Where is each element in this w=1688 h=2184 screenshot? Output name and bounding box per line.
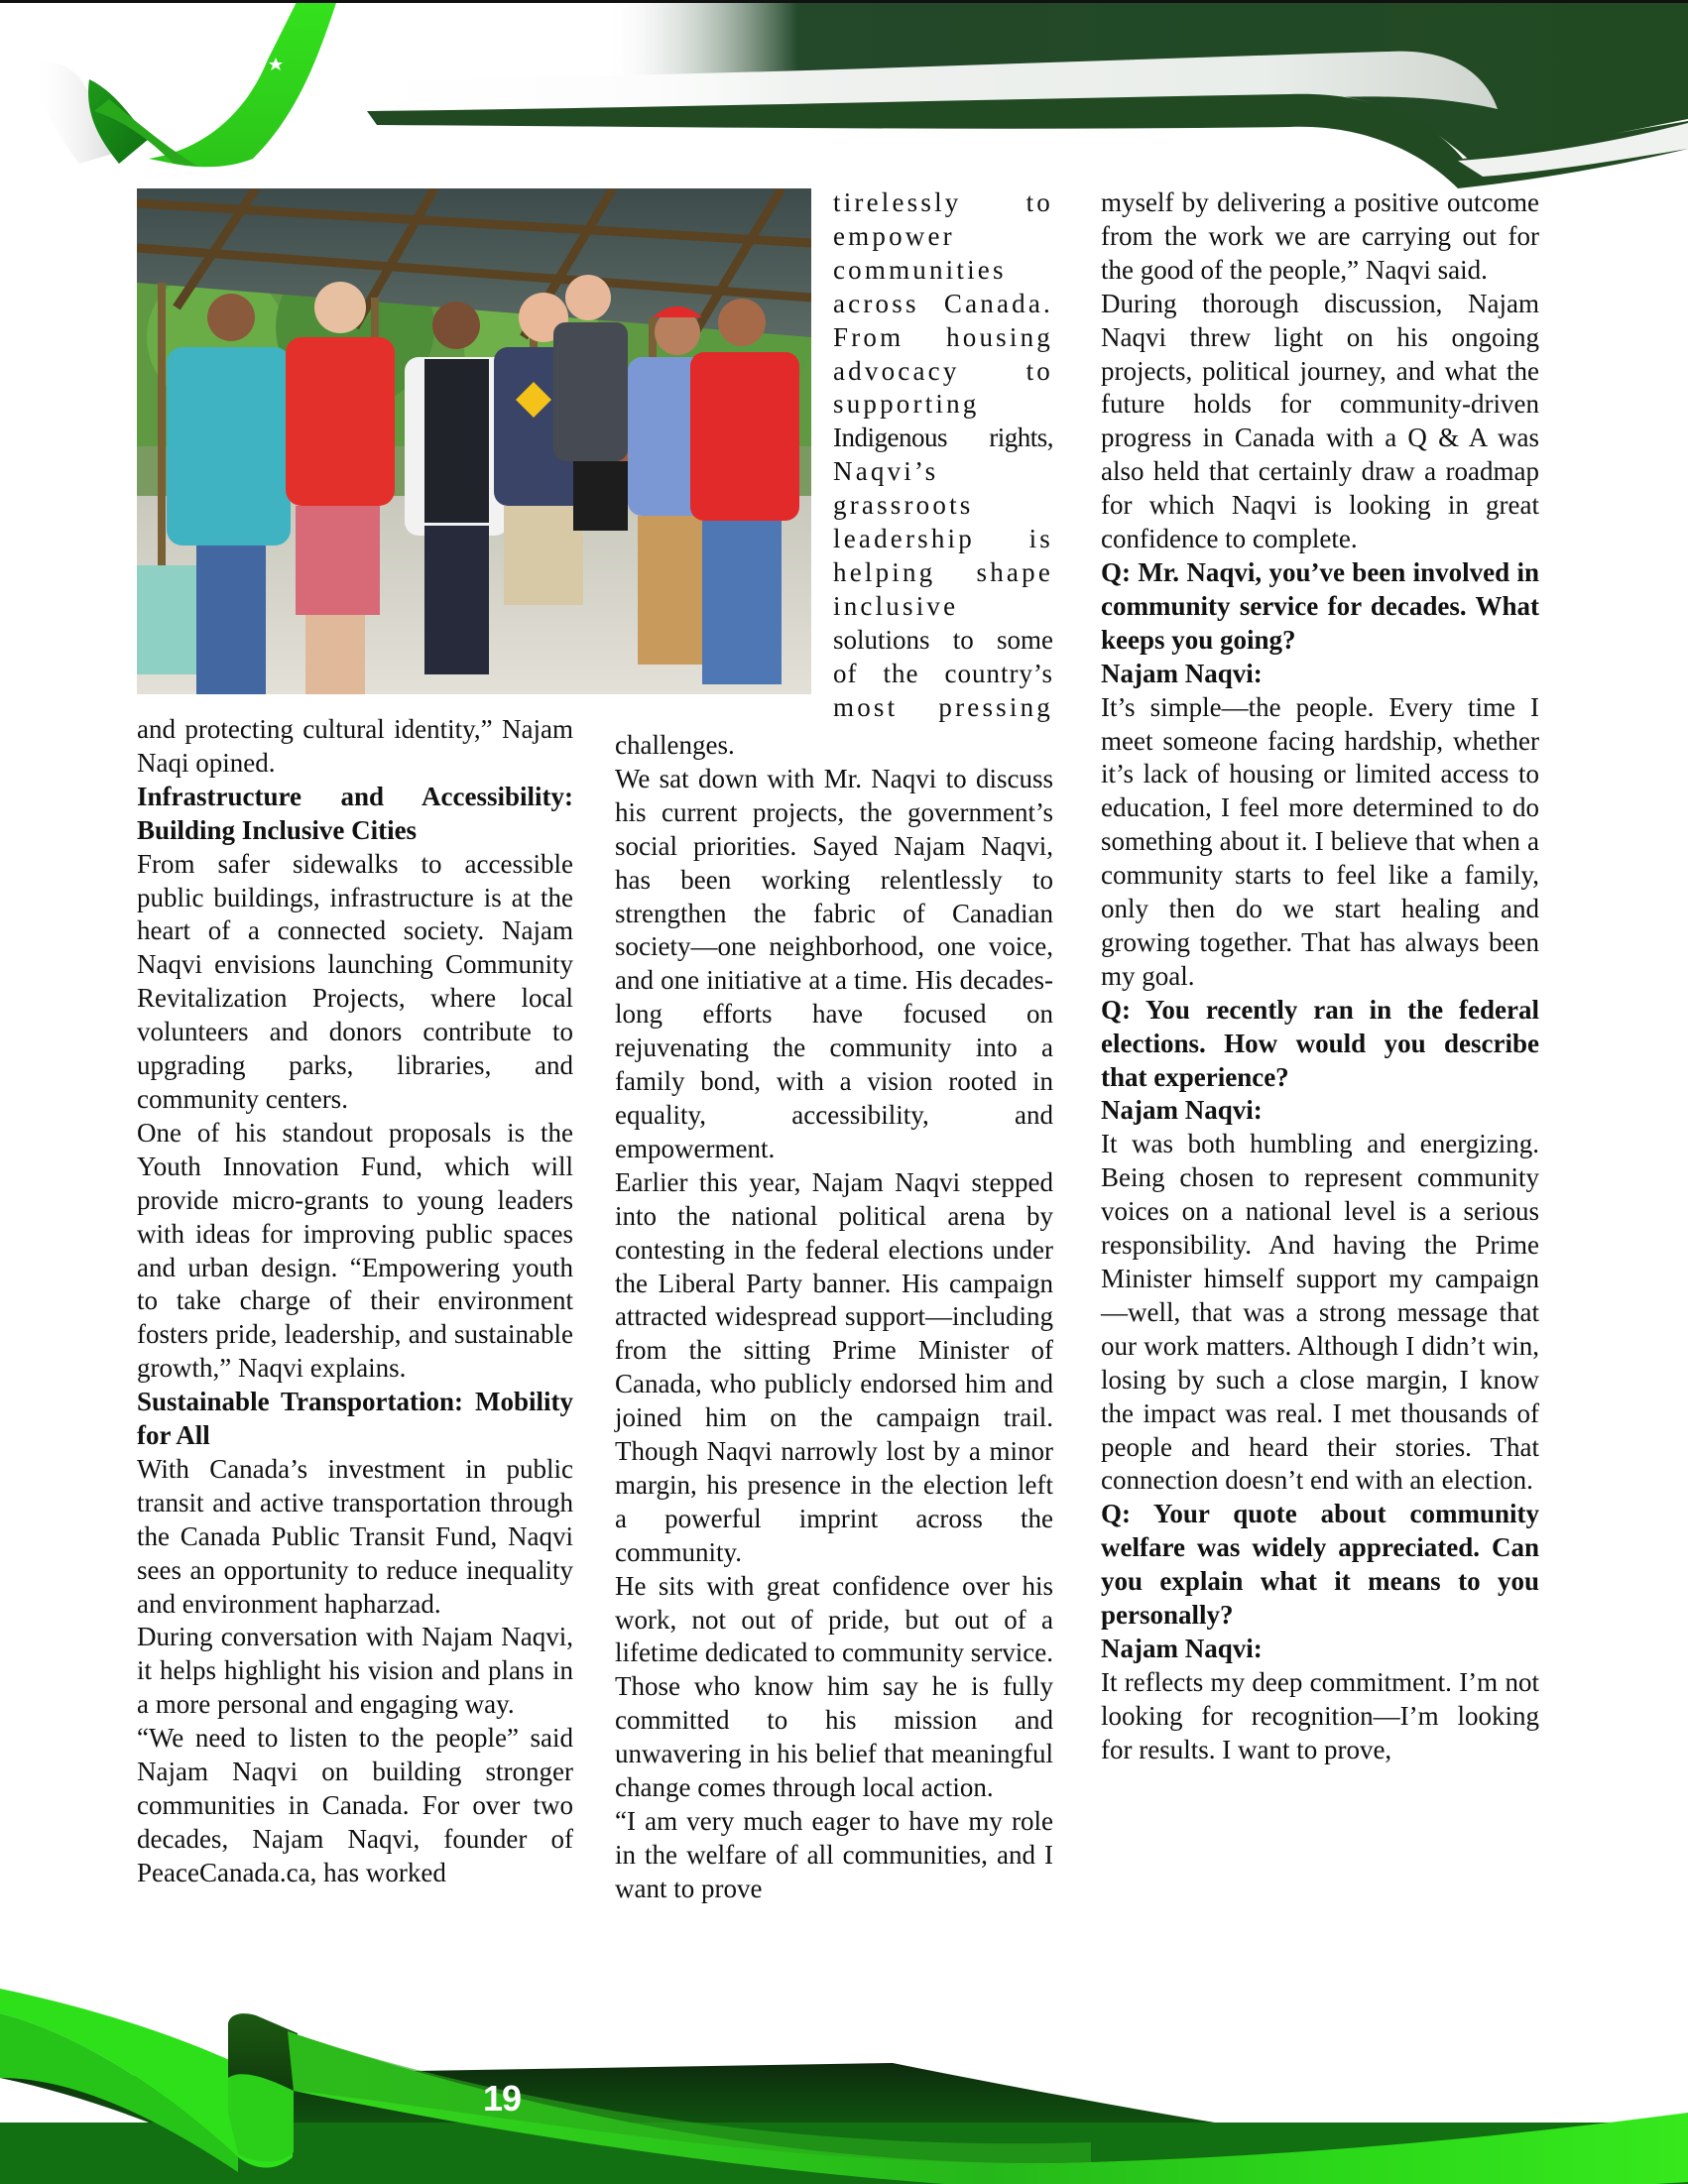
- narrow-line: solutions to some: [833, 624, 1053, 655]
- interview-answer-3: It reflects my deep commitment. I’m not looking for recognition—I’m looking for results. I want to prove,: [1101, 1666, 1539, 1764]
- footer-green-ribbon: [0, 1984, 1688, 2184]
- narrow-line: Indigenous rights,: [833, 423, 1053, 453]
- paragraph: During conversation with Najam Naqvi, it helps highlight his vision and plans in a more personal and engaging way.: [137, 1622, 573, 1720]
- answer-label: Najam Naqvi:: [1101, 1633, 1263, 1663]
- left-text-column: [137, 713, 573, 1890]
- paragraph: During thorough discussion, Najam Naqvi threw light on his ongoing projects, political journey, and what the future holds for community-driven progress in Canada with a Q & A was also held that certainly draw a roadmap for which Naqvi is looking in great confidence to complete.: [1101, 288, 1539, 554]
- paragraph: “I am very much eager to have my role in the welfare of all communities, and I want to prove: [615, 1806, 1053, 1903]
- interview-answer-2: It was both humbling and energizing. Being chosen to represent community voices on a national level is a serious responsibility. And having the Prime Minister himself support my campaign—well, that was a strong message that our work matters. Although I didn’t win, losing by such a close margin, I know the impact was real. I met thousands of people and heard their stories. That connection doesn’t end with an election.: [1101, 1129, 1539, 1496]
- paragraph: and protecting cultural identity,” Najam Naqi opined.: [137, 714, 573, 778]
- page-top-border: [0, 0, 1688, 3]
- narrow-line: tirelessly to: [833, 187, 1053, 217]
- paragraph: From safer sidewalks to accessible public buildings, infrastructure is at the heart of a connected society. Najam Naqvi envisions launching Community Revitalization Projects, where local volunteers and donors contribute to upgrading parks, libraries, and community centers.: [137, 848, 573, 1114]
- narrow-line: of the country’s: [833, 658, 1053, 688]
- narrow-line: advocacy to: [833, 355, 1053, 386]
- middle-text-column: [615, 729, 1053, 1906]
- header-flag-ribbon: [0, 0, 1688, 213]
- narrow-line: inclusive: [833, 590, 959, 621]
- narrow-text-column: [833, 186, 1053, 725]
- answer-label: Najam Naqvi:: [1101, 1095, 1263, 1126]
- narrow-line: across Canada.: [833, 288, 1053, 318]
- interview-question-3: Q: Your quote about community welfare was widely appreciated. Can you explain what it means to you personally?: [1101, 1499, 1539, 1631]
- interview-question-1: Q: Mr. Naqvi, you’ve been involved in community service for decades. What keeps you going?: [1101, 556, 1539, 655]
- narrow-line: communities: [833, 254, 1007, 285]
- narrow-line: empower: [833, 220, 955, 251]
- narrow-line: Naqvi’s: [833, 456, 939, 487]
- section-heading-infrastructure: Infrastructure and Accessibility: Building Inclusive Cities: [137, 781, 573, 845]
- narrow-line: leadership is: [833, 524, 1053, 554]
- paragraph: One of his standout proposals is the Youth Innovation Fund, which will provide micro-grants to young leaders with ideas for improving public spaces and urban design. “Empowering youth to take charge of their environment fosters pride, leadership, and sustainable growth,” Naqvi explains.: [137, 1117, 573, 1384]
- paragraph: With Canada’s investment in public transit and active transportation through the Canada Public Transit Fund, Naqvi sees an opportunity to reduce inequality and environment hapharzad.: [137, 1453, 573, 1619]
- narrow-line: most pressing: [833, 691, 1053, 722]
- paragraph: challenges.: [615, 730, 735, 760]
- paragraph: “We need to listen to the people” said Najam Naqvi on building stronger communities in Canada. For over two decades, Najam Naqvi, founder of PeaceCanada.ca, has worked: [137, 1723, 573, 1887]
- interview-question-2: Q: You recently ran in the federal elections. How would you describe that experience?: [1101, 994, 1539, 1092]
- narrow-line: helping shape: [833, 556, 1053, 587]
- section-heading-transportation: Sustainable Transportation: Mobility for All: [137, 1387, 573, 1451]
- narrow-line: From housing: [833, 321, 1053, 352]
- group-photo: [137, 188, 811, 694]
- narrow-line: supporting: [833, 389, 980, 420]
- interview-answer-1: It’s simple—the people. Every time I meet someone facing hardship, whether it’s lack of housing or limited access to education, I feel more determined to do something about it. I believe that when a community starts to feel like a family, only then do we start healing and growing together. That has always been my goal.: [1101, 691, 1539, 991]
- paragraph: He sits with great confidence over his work, not out of pride, but out of a lifetime dedicated to community service. Those who know him say he is fully committed to his mission and unwavering in his belief that meaningful change comes through local action.: [615, 1570, 1053, 1803]
- paragraph: myself by delivering a positive outcome from the work we are carrying out for the good of the people,” Naqvi said.: [1101, 187, 1539, 285]
- right-text-column: [1101, 186, 1539, 1767]
- paragraph: We sat down with Mr. Naqvi to discuss his current projects, the government’s social priorities. Sayed Najam Naqvi, has been working relentlessly to strengthen the fabric of Canadian society—one neighborhood, one voice, and one initiative at a time. His decades-long efforts have focused on rejuvenating the community into a family bond, with a vision rooted in equality, accessibility, and empowerment.: [615, 763, 1053, 1163]
- page-number: 19: [483, 2078, 522, 2119]
- photo-illustration: [137, 188, 811, 694]
- paragraph: Earlier this year, Najam Naqvi stepped into the national political arena by contesting in the federal elections under the Liberal Party banner. His campaign attracted widespread support—including from the sitting Prime Minister of Canada, who publicly endorsed him and joined him on the campaign trail. Though Naqvi narrowly lost by a minor margin, his presence in the election left a powerful imprint across the community.: [615, 1166, 1053, 1567]
- narrow-line: grassroots: [833, 490, 974, 521]
- answer-label: Najam Naqvi:: [1101, 658, 1263, 688]
